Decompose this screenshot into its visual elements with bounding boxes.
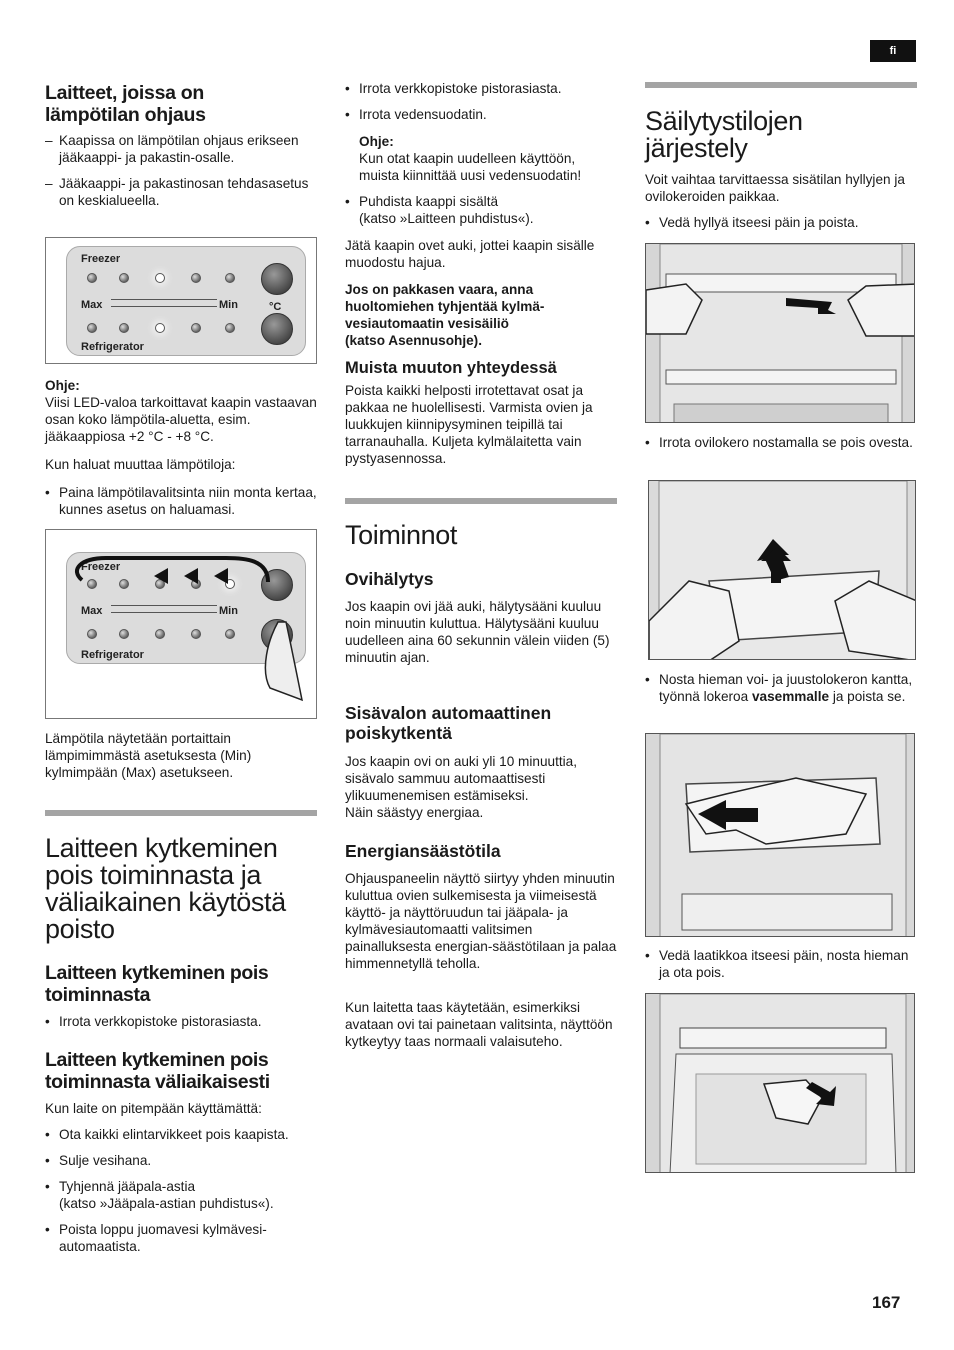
list-item: • Poista loppu juomavesi kylmävesi-automaatista. xyxy=(45,1221,317,1255)
led-icon xyxy=(87,273,97,283)
bullet-list xyxy=(645,947,917,990)
bullet-text: ja poista se. xyxy=(829,689,906,704)
scale-lines xyxy=(111,299,217,307)
list-item: • Vedä laatikkoa itseesi päin, nosta hieman ja ota pois. xyxy=(645,947,917,981)
bullet-list xyxy=(645,434,917,460)
bullet-list xyxy=(45,1013,317,1039)
shelf-removal-illustration xyxy=(645,243,915,423)
heading-energy-saving: Energiansäästötila xyxy=(345,841,501,861)
bullet-list xyxy=(645,214,917,240)
freezer-selector-button[interactable] xyxy=(261,263,293,295)
heading-off: Laitteen kytkeminen pois toiminnasta xyxy=(45,962,269,1006)
bullet-list xyxy=(345,80,617,132)
heading-storage: Säilytystilojen järjestely xyxy=(645,106,803,163)
shown-text: Lämpötila näytetään portaittain lämpimimmästä asetuksesta (Min) kylmimpään (Max) asetukseen. xyxy=(45,731,252,780)
list-item: • Paina lämpötilavalitsinta niin monta kertaa, kunnes asetus on haluamasi. xyxy=(45,484,317,518)
bullet-list xyxy=(45,484,317,527)
list-item: • Sulje vesihana. xyxy=(45,1152,317,1169)
leave-open-text: Jätä kaapin ovet auki, jottei kaapin sisälle muodostu hajua. xyxy=(345,238,595,270)
storage-intro: Voit vaihtaa tarvittaessa sisätilan hyllyjen ja ovilokeroiden paikkaa. xyxy=(645,172,905,204)
note-title: Ohje: xyxy=(45,378,80,393)
heading-temporary-off: Laitteen kytkeminen pois toiminnasta väliaikaisesti xyxy=(45,1049,270,1093)
celsius-label: °C xyxy=(269,301,282,313)
refrigerator-label: Refrigerator xyxy=(81,341,144,353)
list-item: • Tyhjennä jääpala-astia (katso »Jääpala-astian puhdistus«). xyxy=(45,1178,317,1212)
note-text: Viisi LED-valoa tarkoittavat kaapin vastaavan osan koko lämpötila-aluetta, esim. jääkaappiosa +2 °C - +8 °C. xyxy=(45,395,317,444)
led-icon xyxy=(191,323,201,333)
led-icon xyxy=(119,323,129,333)
list-item: – Kaapissa on lämpötilan ohjaus erikseen jääkaappi- ja pakastin-osalle. xyxy=(45,132,317,166)
control-panel-pressing-figure xyxy=(45,529,317,719)
section-rule xyxy=(345,498,617,504)
change-intro: Kun haluat muuttaa lämpötiloja: xyxy=(45,457,236,472)
energy-text: Ohjauspaneelin näyttö siirtyy yhden minuutin kuluttua ovien sulkemisesta ja viimeisestä käyttö- ja näyttöruudun tai jääpala- ja kylmävesiautomaatti valitsimen painalluksesta energian-säästötilaan ja palaa himmennetyllä teholla. xyxy=(345,871,617,971)
temp-intro: Kun laite on pitempään käyttämättä: xyxy=(45,1101,262,1116)
alarm-text: Jos kaapin ovi jää auki, hälytysääni kuuluu noin minuutin kuluttua. Hälytysääni kuuluu uudelleen aina 60 sekunnin välein viiden (5) minuutin ajan. xyxy=(345,599,610,665)
led-icon xyxy=(191,273,201,283)
heading-moving: Muista muuton yhteydessä xyxy=(345,359,557,377)
arrow-sequence-icon xyxy=(46,530,318,720)
refrigerator-label: Refrigerator xyxy=(81,649,144,661)
led-icon xyxy=(87,323,97,333)
drawer-removal-illustration xyxy=(645,993,915,1173)
heading-switch-off: Laitteen kytkeminen pois toiminnasta ja väliaikainen käytöstä poisto xyxy=(45,833,286,944)
bullet-list xyxy=(45,1126,317,1264)
bullet-list xyxy=(345,193,617,236)
refrigerator-selector-button[interactable] xyxy=(261,313,293,345)
list-item: • Irrota ovilokero nostamalla se pois ovesta. xyxy=(645,434,917,451)
control-panel-figure xyxy=(45,237,317,364)
list-item: – Jääkaappi- ja pakastinosan tehdasasetus on keskialueella. xyxy=(45,175,317,209)
warning-text: Jos on pakkasen vaara, anna huoltomiehen tyhjentää kylmä-vesiautomaatin vesisäiliö (katso Asennusohje). xyxy=(345,282,545,348)
moving-text: Poista kaikki helposti irrotettavat osat ja pakkaa ne huolellisesti. Varmista ovien ja luukkujen kiinnipysyminen teipillä tai tarranauhalla. Kuljeta kylmälaitetta vain pystyasennossa. xyxy=(345,383,593,466)
control-panel xyxy=(66,246,306,356)
list-item: • Irrota vedensuodatin. xyxy=(345,106,617,123)
compartment-removal-illustration xyxy=(645,733,915,937)
section-rule xyxy=(45,810,317,816)
led-lit-icon xyxy=(155,273,165,283)
note-title: Ohje: xyxy=(359,134,394,149)
light-text: Jos kaapin ovi on auki yli 10 minuuttia, sisävalo sammuu automaattisesti ylikuumenemisen estämiseksi. Näin säästyy energiaa. xyxy=(345,754,577,820)
max-label: Max xyxy=(81,605,103,617)
heading-temperature-control: Laitteet, joissa on lämpötilan ohjaus xyxy=(45,82,206,126)
led-icon xyxy=(225,323,235,333)
freezer-label: Freezer xyxy=(81,253,121,265)
bullet-list xyxy=(645,671,917,714)
bullet-bold-text: vasemmalle xyxy=(751,689,830,704)
note-text: Kun otat kaapin uudelleen käyttöön, muista kiinnittää uusi vedensuodatin! xyxy=(359,151,582,183)
section-rule xyxy=(645,82,917,88)
freezer-label: Freezer xyxy=(81,561,121,573)
max-label: Max xyxy=(81,299,103,311)
list-item: • Ota kaikki elintarvikkeet pois kaapista. xyxy=(45,1126,317,1143)
list-item: • Vedä hyllyä itseesi päin ja poista. xyxy=(645,214,917,231)
bullet-text: Nosta hieman voi- ja juustolokeron kantta, työnnä lokeroa xyxy=(659,672,913,704)
led-lit-icon xyxy=(155,323,165,333)
energy-text-2: Kun laitetta taas käytetään, esimerkiksi avataan ovi tai painetaan valitsinta, näyttöön kytkeytyy taas normaali valaisuteho. xyxy=(345,1000,613,1049)
heading-door-alarm: Ovihälytys xyxy=(345,569,434,589)
list-item: • Irrota verkkopistoke pistorasiasta. xyxy=(45,1013,317,1030)
language-badge: fi xyxy=(870,40,916,62)
heading-functions: Toiminnot xyxy=(345,520,457,550)
dash-list xyxy=(45,132,317,218)
list-item xyxy=(645,671,917,705)
min-label: Min xyxy=(219,299,238,311)
min-label: Min xyxy=(219,605,238,617)
list-item: • Irrota verkkopistoke pistorasiasta. xyxy=(345,80,617,97)
door-bin-removal-illustration xyxy=(648,480,916,660)
list-item: • Puhdista kaappi sisältä (katso »Laitteen puhdistus«). xyxy=(345,193,617,227)
page-number: 167 xyxy=(872,1293,901,1312)
heading-light-off: Sisävalon automaattinen poiskytkentä xyxy=(345,703,552,743)
led-icon xyxy=(119,273,129,283)
led-icon xyxy=(225,273,235,283)
